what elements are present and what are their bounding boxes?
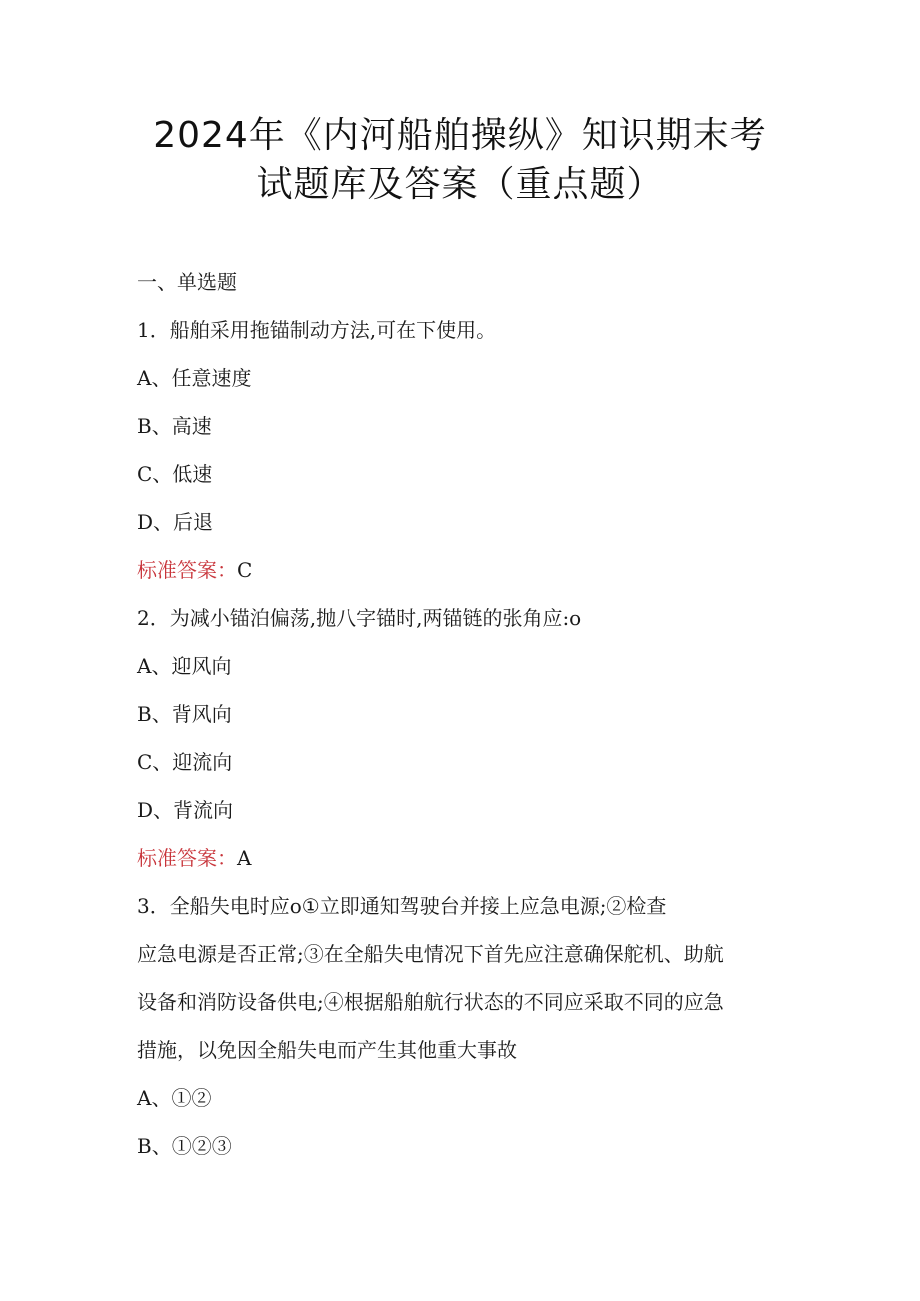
question-2 [137,594,787,882]
answer-label: 标准答案： [137,558,237,582]
answer-row [137,834,787,882]
document-title-line-2: 试题库及答案（重点题） [256,164,664,205]
question-1 [137,306,787,594]
question-stem-line: 应急电源是否正常;③在全船失电情况下首先应注意确保舵机、助航 [137,942,724,966]
option-c: C、低速 [137,462,213,486]
answer-row [137,546,787,594]
answer-value: A [237,846,252,870]
option-b: B、①②③ [137,1134,232,1158]
question-stem-line: 3．全船失电时应o①立即通知驾驶台并接上应急电源;②检查 [137,894,667,918]
answer-label: 标准答案： [137,846,237,870]
question-3 [137,882,787,1170]
option-d: D、后退 [137,510,214,534]
option-a: A、任意速度 [137,366,252,390]
question-stem: 1．船舶采用拖锚制动方法,可在下使用。 [137,318,497,342]
option-a: A、迎风向 [137,654,232,678]
question-stem: 2．为减小锚泊偏荡,抛八字锚时,两锚链的张角应:o [137,606,582,630]
option-b: B、背风向 [137,702,232,726]
answer-value: C [237,558,253,582]
option-b: B、高速 [137,414,212,438]
option-c: C、迎流向 [137,750,233,774]
document-body [137,258,787,1170]
section-heading: 一、单选题 [137,270,237,294]
option-d: D、背流向 [137,798,234,822]
document-title-line-1: 2024年《内河船舶操纵》知识期末考 [153,115,767,156]
option-a: A、①② [137,1086,212,1110]
question-stem-line: 设备和消防设备供电;④根据船舶航行状态的不同应采取不同的应急 [137,990,724,1014]
question-stem-line: 措施，以免因全船失电而产生其他重大事故 [137,1038,517,1062]
